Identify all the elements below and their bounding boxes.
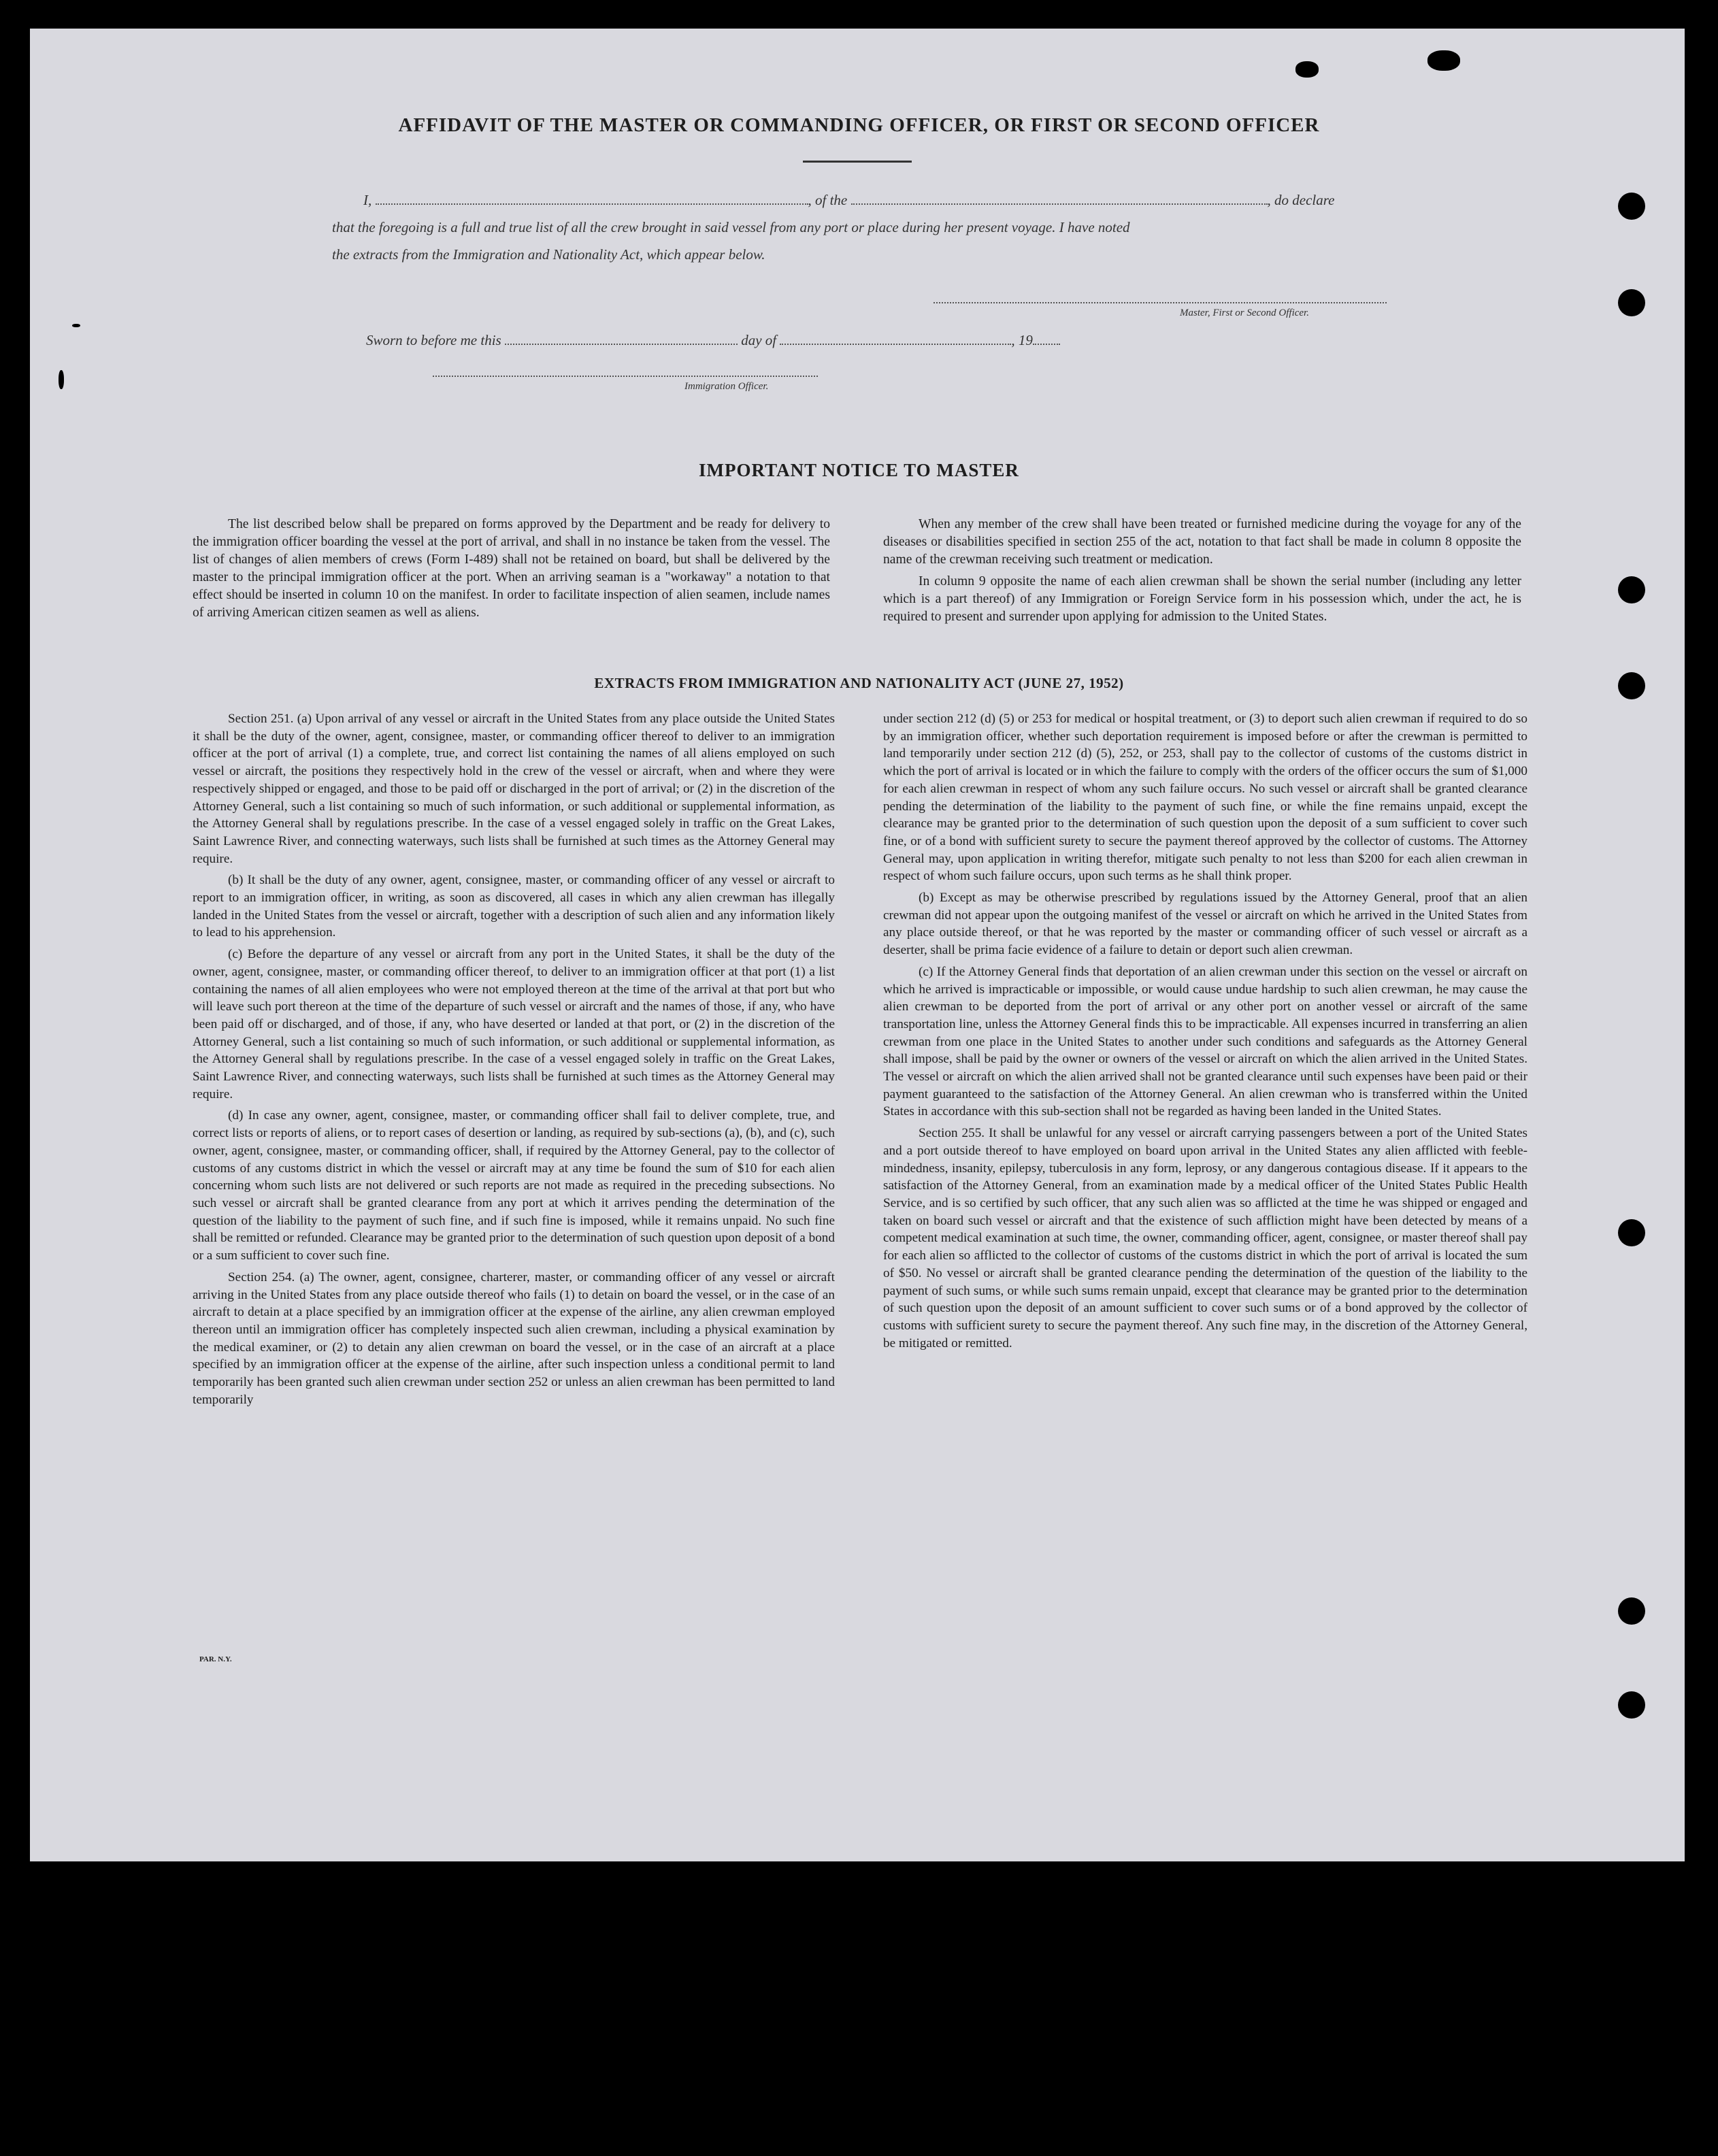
vessel-name-field[interactable] [851, 191, 1268, 205]
master-signature-label: Master, First or Second Officer. [1180, 308, 1309, 318]
master-signature-line[interactable] [934, 302, 1387, 303]
act-title: EXTRACTS FROM IMMIGRATION AND NATIONALITY ACT (JUNE 27, 1952) [594, 675, 1124, 691]
punch-hole [1618, 193, 1645, 220]
title-rule [803, 161, 912, 163]
act-paragraph: (c) If the Attorney General finds that deportation of an alien crewman under this section on the vessel or aircraft on which he arrived is impracticable or impossible, or would cause undue hardship to such alien crewman, he may cause the alien crewman to be deported from the port of arrival or any other port on another vessel or aircraft of the same transportation line, unless the Attorney General finds this to be impracticable. All expenses incurred in transferring an alien crewman from one place in the United States to another under such conditions and safeguards as the Attorney General shall impose, shall be paid by the owner or owners of the vessel or aircraft on which the alien arrived in the United States. The vessel or aircraft on which the alien arrived shall not be granted clearance until such expenses have been paid or their payment guaranteed to the satisfaction of the Attorney General. An alien crewman who is transferred within the United States in accordance with this sub-section shall not be regarded as having been landed in the United States. [883, 964, 1527, 1119]
notice-paragraph: The list described below shall be prepared on forms approved by the Department and be ready for delivery to the immigration officer boarding the vessel at the port of arrival, and shall in no instance be taken from the vessel. The list of changes of alien members of crews (Form I-489) shall not be retained on board, but shall be delivered by the master to the principal immigration officer at the port. When an arriving seaman is a "workaway" a notation to that effect should be inserted in column 10 on the manifest. In order to facilitate inspection of alien seamen, include names of arriving American citizen seamen as well as aliens. [193, 517, 830, 620]
act-paragraph: Section 251. (a) Upon arrival of any vessel or aircraft in the United States from any place outside the United States it shall be the duty of the owner, agent, consignee, master, or commanding officer thereof to deliver to an immigration officer at the port of arrival (1) a complete, true, and correct list containing the names of all aliens employed on such vessel or aircraft, the positions they respectively hold in the crew of the vessel or aircraft, when and where they were respectively shipped or engaged, and those to be paid off or discharged in the port of arrival; or (2) in the discretion of the Attorney General, such a list containing so much of such information, or such additional or supplemental information, as the Attorney General shall by regulations prescribe. In the case of a vessel engaged solely in traffic on the Great Lakes, Saint Lawrence River, and connecting waterways, such lists shall be furnished at such times as the Attorney General may require. [193, 712, 835, 866]
sworn-year-field[interactable] [1033, 331, 1060, 345]
sworn-day-field[interactable] [505, 331, 738, 345]
sworn-month-field[interactable] [780, 331, 1011, 345]
declaration-line-3: the extracts from the Immigration and Nationality Act, which appear below. [332, 246, 765, 263]
notice-paragraph: In column 9 opposite the name of each alien crewman shall be shown the serial number (including any letter which is a part thereof) of any Immigration or Foreign Service form in his possession which, under the act, he is required to present and surrender upon applying for admission to the United States. [883, 574, 1521, 624]
act-paragraph: (b) Except as may be otherwise prescribed by regulations issued by the Attorney General, proof that an alien crewman did not appear upon the outgoing manifest of the vessel or aircraft on which he arrived in the United States from any place outside thereof, or that he was reported by the master or commanding officer of such vessel or aircraft as a deserter, shall be prima facie evidence of a failure to detain or deport such alien crewman. [883, 891, 1527, 958]
act-paragraph: Section 254. (a) The owner, agent, consignee, charterer, master, or commanding officer of any vessel or aircraft arriving in the United States from any place outside thereof who fails (1) to detain on board the vessel, or in the case of an aircraft to detain at a place specified by an immigration officer at the expense of the airline, any alien crewman employed thereon until an immigration officer has completely inspected such alien crewman, including a physical examination by the medical examiner, or (2) to detain any alien crewman on board the vessel, or in the case of an aircraft at a place specified by an immigration officer at the expense of the airline, after such inspection unless a conditional permit to land temporarily has been granted such alien crewman under section 252 or unless an alien crewman has been permitted to land temporarily [193, 1270, 835, 1407]
punch-hole [1618, 289, 1645, 316]
sworn-label: Sworn to before me this [366, 332, 501, 348]
ink-speck [59, 370, 64, 389]
act-paragraph: under section 212 (d) (5) or 253 for medical or hospital treatment, or (3) to deport such alien crewman if required to do so by an immigration officer, whether such deportation requirement is imposed before or after the crewman is permitted to land temporarily under section 212 (d) (5), 252, or 253, shall pay to the collector of customs of the customs district in which the port of arrival is located or in which the failure to comply with the orders of the officer occurs the sum of $1,000 for each alien crewman in respect of whom any such failure occurs. No such vessel or aircraft shall be granted clearance pending the determination of the liability to the payment of such fine, or while the fine remains unpaid, except the clearance may be granted prior to the determination of such question upon the deposit of a sum sufficient to cover such fine, or of a bond with sufficient surety to secure the payment thereof approved by the collector of customs. The Attorney General may, upon application in writing therefor, mitigate such penalty to not less than $200 for each alien crewman in respect of whom such failure occurs, upon such terms as he shall think proper. [883, 712, 1527, 884]
punch-hole [1618, 1219, 1645, 1246]
notice-left-column [193, 516, 830, 626]
punch-hole [1618, 576, 1645, 603]
declaration-line-1 [332, 186, 1387, 214]
punch-hole [1618, 672, 1645, 699]
act-right-column [883, 710, 1527, 1356]
officer-signature-label: Immigration Officer. [684, 381, 769, 392]
sworn-line [366, 327, 1421, 354]
year-label: , 19 [1011, 332, 1033, 348]
declaration-line-2: that the foregoing is a full and true list of all the crew brought in said vessel from any port or place during her present voyage. I have noted [332, 219, 1130, 235]
officer-signature-line[interactable] [433, 376, 818, 377]
ink-speck [1427, 50, 1460, 71]
printer-mark: PAR. N.Y. [199, 1655, 232, 1663]
act-paragraph: Section 255. It shall be unlawful for any vessel or aircraft carrying passengers between a port of the United States and a port outside thereof to have employed on board upon arrival in the United States any alien afflicted with feeble-mindedness, insanity, epilepsy, tuberculosis in any form, leprosy, or any dangerous contagious disease. If it appears to the satisfaction of the Attorney General, from an examination made by a medical officer of the United States Public Health Service, and is so certified by such officer, that any such alien was so afflicted at the time he was shipped or engaged and taken on board such vessel or aircraft and that the existence of such affliction might have been detected by means of a competent medical examination at such time, the owner, commanding officer, agent, consignee, or master thereof shall pay for each alien so afflicted to the collector of customs of the customs district in which the port of arrival is located the sum of $50. No vessel or aircraft shall be granted clearance pending the determination of the question of the liability to the payment of such sums, or while such sums remain unpaid, except that clearance may be granted prior to the determination of such question upon the deposit of an amount sufficient to cover such sums or of a bond approved by the collector of customs with sufficient surety to secure the payment thereof. Any such fine may, in the discretion of the Attorney General, be mitigated or remitted. [883, 1126, 1527, 1350]
notice-paragraph: When any member of the crew shall have been treated or furnished medicine during the voyage for any of the diseases or disabilities specified in section 255 of the act, notation to that fact shall be made in column 8 opposite the name of the crewman receiving such treatment or medication. [883, 517, 1521, 567]
ink-speck [72, 324, 80, 327]
punch-hole [1618, 1691, 1645, 1719]
declarant-name-field[interactable] [376, 191, 808, 205]
notice-title: IMPORTANT NOTICE TO MASTER [699, 460, 1019, 480]
day-of-label: day of [741, 332, 777, 348]
punch-hole [1618, 1597, 1645, 1625]
declarant-prefix: I, [363, 192, 372, 208]
notice-right-column [883, 516, 1521, 630]
do-declare-label: , do declare [1267, 192, 1335, 208]
act-paragraph: (d) In case any owner, agent, consignee, master, or commanding officer shall fail to deliver complete, true, and correct lists or reports of aliens, or to report cases of desertion or landing, as required by sub-sections (a), (b), and (c), such owner, agent, consignee, master, or commanding officer, shall, if required by the Attorney General, pay to the collector of customs of any customs district in which the vessel or aircraft may at any time be found the sum of $10 for each alien concerning whom such lists are not delivered or such reports are not made as required in the preceding subsections. No such vessel or aircraft shall be granted clearance from any port at which it arrives pending the determination of the question of the liability to the payment of such fine, and if such fine is imposed, while it remains unpaid. No such fine shall be remitted or refunded. Clearance may be granted prior to the determination of such question upon deposit of a bond or a sum sufficient to cover such fine. [193, 1108, 835, 1263]
ink-speck [1295, 61, 1319, 78]
act-left-column [193, 710, 835, 1412]
of-the-label: , of the [808, 192, 848, 208]
act-paragraph: (c) Before the departure of any vessel or aircraft from any port in the United States, it shall be the duty of the owner, agent, consignee, master, or commanding officer thereof, to deliver to an immigration officer at that port (1) a list containing the names of all alien employees who were not employed thereon at the time of the arrival at that port but who will leave such port thereon at the time of the departure of such vessel or aircraft and the names of those, if any, who have been paid off or discharged, and of those, if any, who have deserted or landed at that port, or (2) in the discretion of the Attorney General, such a list containing so much of such information, or such additional or supplemental information, as the Attorney General shall by regulations prescribe. In the case of a vessel engaged solely in traffic on the Great Lakes, Saint Lawrence River, and connecting waterways, such lists shall be furnished at such times as the Attorney General may require. [193, 947, 835, 1101]
affidavit-title: AFFIDAVIT OF THE MASTER OR COMMANDING OFFICER, OR FIRST OR SECOND OFFICER [398, 114, 1320, 136]
act-paragraph: (b) It shall be the duty of any owner, agent, consignee, master, or commanding officer of any vessel or aircraft to report to an immigration officer, in writing, as soon as discovered, all cases in which any alien crewman has illegally landed in the United States from the vessel or aircraft, together with a description of such alien and any information likely to lead to his apprehension. [193, 873, 835, 940]
